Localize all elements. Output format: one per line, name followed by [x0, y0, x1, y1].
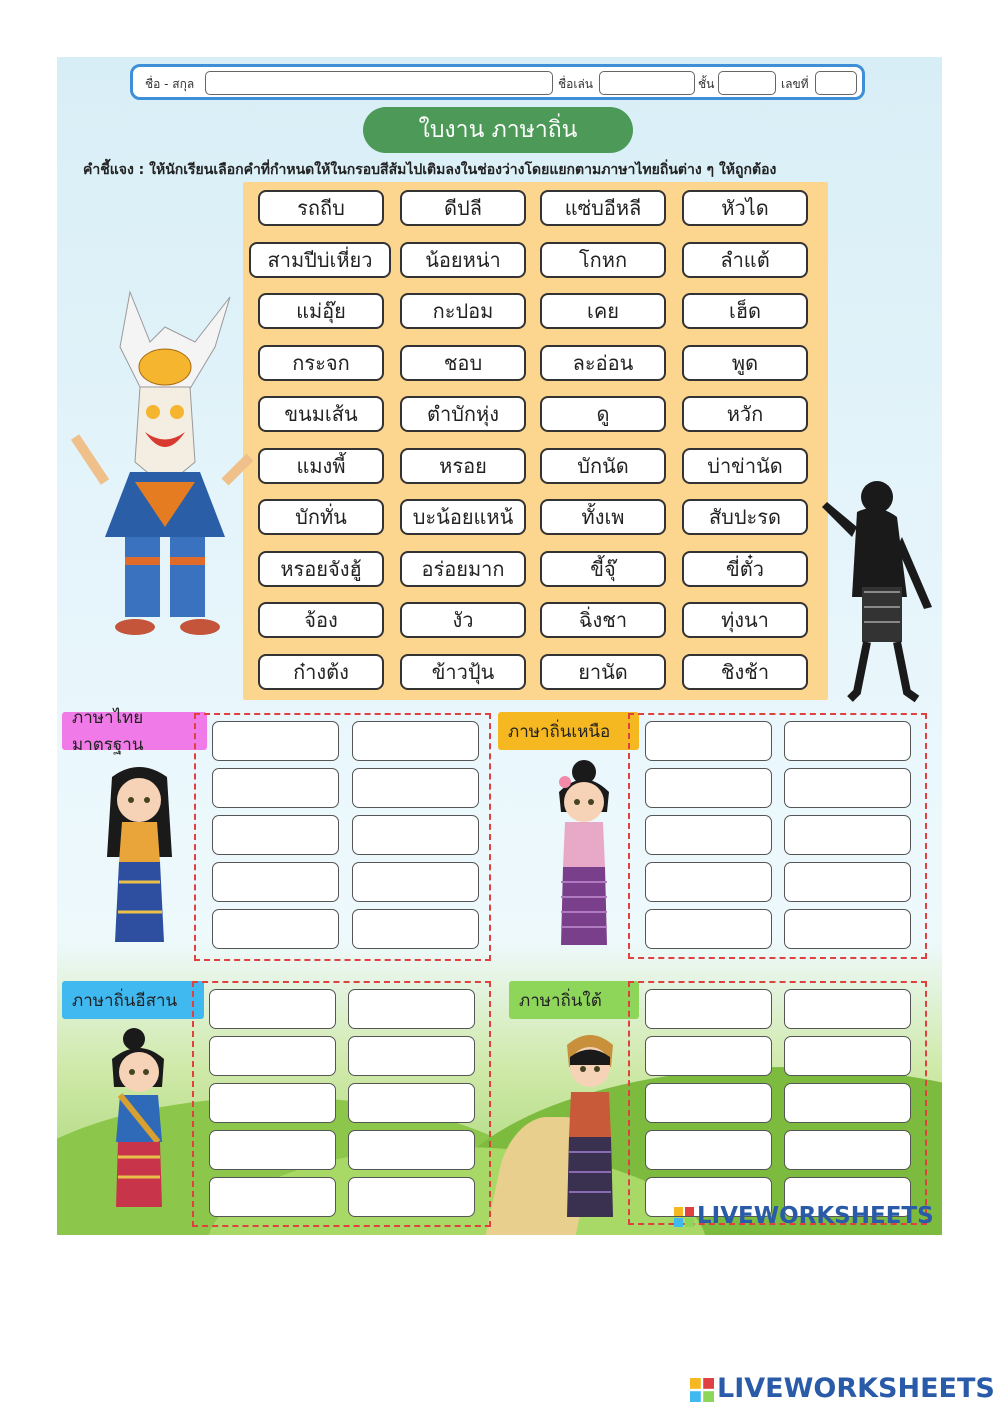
name-label: ชื่อ - สกุล: [145, 77, 195, 91]
nickname-label: ชื่อเล่น: [558, 77, 594, 91]
word-card[interactable]: สับปะรด: [682, 499, 808, 535]
answer-box-isan[interactable]: [209, 1130, 336, 1170]
word-card[interactable]: หวัก: [682, 396, 808, 432]
word-card[interactable]: ฉิ่งชา: [540, 602, 666, 638]
word-card[interactable]: กะปอม: [400, 293, 526, 329]
answer-box-standard-thai[interactable]: [352, 815, 479, 855]
word-card[interactable]: หัวได: [682, 190, 808, 226]
word-card[interactable]: บักนัด: [540, 448, 666, 484]
section-label-isan: ภาษาถิ่นอีสาน: [62, 981, 204, 1019]
answer-box-southern[interactable]: [645, 1036, 772, 1076]
answer-box-standard-thai[interactable]: [212, 721, 339, 761]
answer-box-isan[interactable]: [348, 1036, 475, 1076]
worksheet-title: ใบงาน ภาษาถิ่น: [363, 107, 633, 153]
name-field[interactable]: [205, 71, 553, 95]
worksheet-page: [57, 57, 942, 1235]
word-card[interactable]: ดีปลี: [400, 190, 526, 226]
answer-box-southern[interactable]: [645, 1130, 772, 1170]
girl-standard-thai-illustration: [92, 762, 187, 952]
word-card[interactable]: จ้อง: [258, 602, 384, 638]
word-card[interactable]: รถถีบ: [258, 190, 384, 226]
word-card[interactable]: ยานัด: [540, 654, 666, 690]
answer-box-southern[interactable]: [645, 989, 772, 1029]
answer-box-isan[interactable]: [209, 989, 336, 1029]
answer-box-northern[interactable]: [784, 768, 911, 808]
word-card[interactable]: ละอ่อน: [540, 345, 666, 381]
answer-box-northern[interactable]: [645, 815, 772, 855]
answer-box-northern[interactable]: [784, 815, 911, 855]
girl-northern-illustration: [537, 757, 632, 952]
student-info-bar: [130, 64, 865, 100]
word-card[interactable]: บะน้อยแหน้: [400, 499, 526, 535]
word-card[interactable]: น้อยหน่า: [400, 242, 526, 278]
answer-box-standard-thai[interactable]: [352, 862, 479, 902]
word-bank: [243, 182, 828, 700]
word-card[interactable]: ขี้จุ๊: [540, 551, 666, 587]
word-card[interactable]: ขนมเส้น: [258, 396, 384, 432]
liveworksheets-logo-icon: [690, 1378, 714, 1402]
instructions-text: คำชี้แจง : ให้นักเรียนเลือกคำที่กำหนดให้ในกรอบสีส้มไปเติมลงในช่องว่างโดยแยกตามภาษาไทยถิ่นต่าง ๆ ให้ถูกต้อง: [83, 162, 777, 178]
answer-box-standard-thai[interactable]: [212, 862, 339, 902]
answer-box-standard-thai[interactable]: [352, 768, 479, 808]
answer-box-northern[interactable]: [645, 909, 772, 949]
answer-box-isan[interactable]: [209, 1036, 336, 1076]
word-card[interactable]: หรอยจังฮู้: [258, 551, 384, 587]
section-label-northern: ภาษาถิ่นเหนือ: [498, 712, 639, 750]
watermark-text: LIVEWORKSHEETS: [717, 1373, 995, 1404]
answer-box-southern[interactable]: [645, 1083, 772, 1123]
girl-southern-illustration: [545, 1027, 635, 1232]
answer-box-northern[interactable]: [645, 721, 772, 761]
word-card[interactable]: ชอบ: [400, 345, 526, 381]
page-watermark: [690, 1373, 995, 1404]
answer-box-isan[interactable]: [348, 1083, 475, 1123]
answer-box-isan[interactable]: [209, 1083, 336, 1123]
answer-box-isan[interactable]: [209, 1177, 336, 1217]
word-card[interactable]: ชิงช้า: [682, 654, 808, 690]
answer-box-isan[interactable]: [348, 1130, 475, 1170]
answer-box-standard-thai[interactable]: [352, 909, 479, 949]
answer-box-southern[interactable]: [784, 1036, 911, 1076]
answer-box-northern[interactable]: [784, 862, 911, 902]
answer-box-standard-thai[interactable]: [352, 721, 479, 761]
word-card[interactable]: บ่าข่านัด: [682, 448, 808, 484]
answer-box-standard-thai[interactable]: [212, 909, 339, 949]
word-card[interactable]: ก๋างต้ง: [258, 654, 384, 690]
section-label-southern: ภาษาถิ่นใต้: [509, 981, 639, 1019]
word-card[interactable]: แม่อุ๊ย: [258, 293, 384, 329]
answer-box-northern[interactable]: [784, 909, 911, 949]
number-label: เลขที่: [781, 77, 809, 91]
word-card[interactable]: ขี่ตั๋ว: [682, 551, 808, 587]
section-label-standard-thai: ภาษาไทยมาตรฐาน: [62, 712, 207, 750]
answer-box-standard-thai[interactable]: [212, 768, 339, 808]
word-card[interactable]: สามปีบ่เหี่ยว: [249, 242, 391, 278]
shadow-puppet-illustration: [812, 477, 942, 707]
class-field[interactable]: [718, 71, 776, 95]
word-card[interactable]: ดู: [540, 396, 666, 432]
sheet-watermark: [674, 1203, 934, 1229]
answer-box-isan[interactable]: [348, 989, 475, 1029]
phi-ta-khon-illustration: [65, 287, 265, 657]
liveworksheets-logo-icon: [674, 1207, 694, 1227]
answer-box-northern[interactable]: [645, 768, 772, 808]
class-label: ชั้น: [698, 77, 715, 91]
word-card[interactable]: หรอย: [400, 448, 526, 484]
answer-box-isan[interactable]: [348, 1177, 475, 1217]
nickname-field[interactable]: [599, 71, 695, 95]
word-card[interactable]: แซ่บอีหลี: [540, 190, 666, 226]
word-card[interactable]: โกหก: [540, 242, 666, 278]
watermark-text: LIVEWORKSHEETS: [697, 1203, 934, 1229]
word-card[interactable]: งัว: [400, 602, 526, 638]
girl-isan-illustration: [94, 1027, 184, 1227]
word-card[interactable]: ลำแต้: [682, 242, 808, 278]
word-card[interactable]: กระจก: [258, 345, 384, 381]
answer-box-northern[interactable]: [645, 862, 772, 902]
answer-box-southern[interactable]: [784, 989, 911, 1029]
answer-box-northern[interactable]: [784, 721, 911, 761]
word-card[interactable]: ทุ่งนา: [682, 602, 808, 638]
word-card[interactable]: อร่อยมาก: [400, 551, 526, 587]
word-card[interactable]: ตำบักหุ่ง: [400, 396, 526, 432]
answer-box-standard-thai[interactable]: [212, 815, 339, 855]
word-card[interactable]: แมงพี้: [258, 448, 384, 484]
word-card[interactable]: พูด: [682, 345, 808, 381]
word-card[interactable]: เคย: [540, 293, 666, 329]
word-card[interactable]: ข้าวปุ้น: [400, 654, 526, 690]
answer-box-southern[interactable]: [784, 1083, 911, 1123]
word-card[interactable]: บักทั่น: [258, 499, 384, 535]
word-card[interactable]: เฮ็ด: [682, 293, 808, 329]
answer-box-southern[interactable]: [784, 1130, 911, 1170]
word-card[interactable]: ทั้งเพ: [540, 499, 666, 535]
number-field[interactable]: [815, 71, 857, 95]
